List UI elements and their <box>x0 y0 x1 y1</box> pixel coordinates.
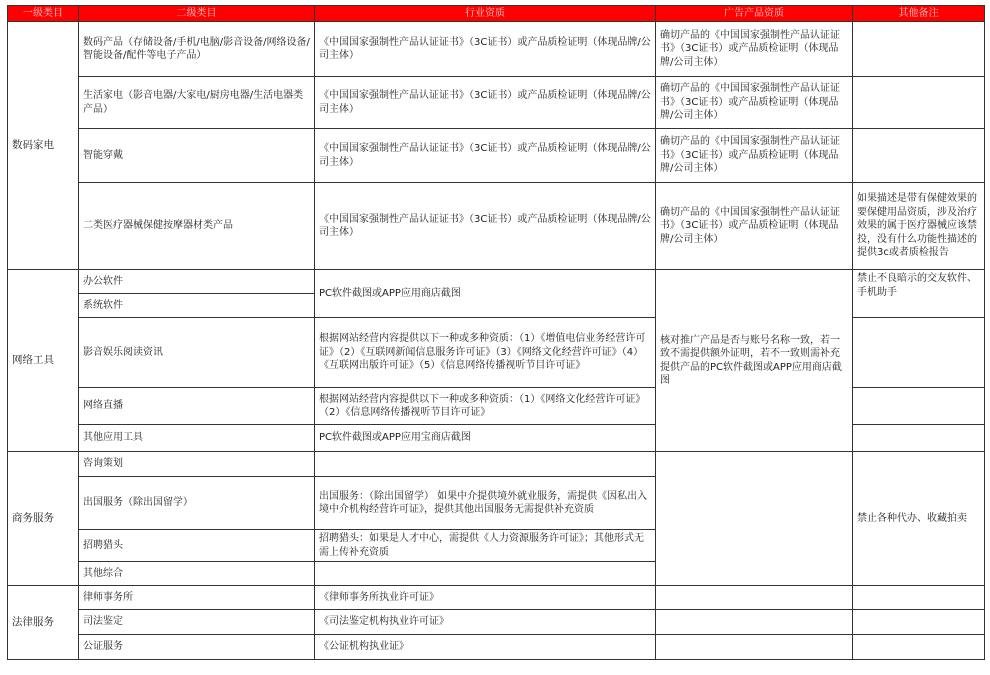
ad-qualification-cell: 核对推广产品是否与账号名称一致，若一致不需提供额外证明，若不一致则需补充提供产品的PC软件截图或APP应用商店截图 <box>656 270 853 452</box>
notes-cell <box>853 586 985 610</box>
subcategory-home-appliances: 生活家电（影音电器/大家电/厨房电器/生活电器类产品） <box>79 77 315 129</box>
subcategory-smart-wearables: 智能穿戴 <box>79 129 315 183</box>
notes-cell: 如果描述是带有保健效果的要保健用品资质，涉及治疗效果的属于医疗器械应该禁投，没有什么功能性描述的提供3c或者质检报告 <box>853 183 985 270</box>
category-network-tools: 网络工具 <box>8 270 79 452</box>
ad-qualification-cell: 确切产品的《中国国家强制性产品认证证书》（3C证书）或产品质检证明（体现品牌/公司主体） <box>656 183 853 270</box>
subcategory-other-apps: 其他应用工具 <box>79 425 315 452</box>
table-row <box>8 610 985 635</box>
table-row <box>8 77 985 129</box>
table-row <box>8 635 985 660</box>
ad-qualification-cell <box>656 452 853 586</box>
subcategory-office-software: 办公软件 <box>79 270 315 294</box>
category-legal-services: 法律服务 <box>8 586 79 660</box>
ad-qualification-cell <box>656 635 853 660</box>
subcategory-other-business: 其他综合 <box>79 562 315 586</box>
header-ad-product-qualification: 广告产品资质 <box>656 6 853 22</box>
subcategory-judicial-appraisal: 司法鉴定 <box>79 610 315 635</box>
subcategory-media-entertainment: 影音娱乐阅读资讯 <box>79 318 315 388</box>
subcategory-law-firm: 律师事务所 <box>79 586 315 610</box>
notes-cell: 禁止各种代办、收藏拍卖 <box>853 452 985 586</box>
subcategory-overseas-services: 出国服务（除出国留学） <box>79 477 315 530</box>
ad-qualification-cell: 确切产品的《中国国家强制性产品认证证书》（3C证书）或产品质检证明（体现品牌/公司主体） <box>656 77 853 129</box>
header-other-notes: 其他备注 <box>853 6 985 22</box>
header-industry-qualification: 行业资质 <box>315 6 656 22</box>
notes-cell: 禁止不良暗示的交友软件、手机助手 <box>853 270 985 318</box>
industry-qualification-cell: PC软件截图或APP应用宝商店截图 <box>315 425 656 452</box>
notes-cell <box>853 388 985 425</box>
table-row <box>8 270 985 294</box>
subcategory-notary: 公证服务 <box>79 635 315 660</box>
subcategory-digital-products: 数码产品（存储设备/手机/电脑/影音设备/网络设备/智能设备/配件等电子产品） <box>79 22 315 77</box>
industry-qualification-cell: 《中国国家强制性产品认证证书》（3C证书）或产品质检证明（体现品牌/公司主体） <box>315 22 656 77</box>
industry-qualification-cell: PC软件截图或APP应用商店截图 <box>315 270 656 318</box>
industry-qualification-cell <box>315 562 656 586</box>
industry-qualification-cell <box>315 452 656 477</box>
category-digital-appliances: 数码家电 <box>8 22 79 270</box>
industry-qualification-cell: 根据网站经营内容提供以下一种或多种资质：（1）《增值电信业务经营许可证》（2）《互联网新闻信息服务许可证》（3）《网络文化经营许可证》（4）《互联网出版许可证》（5）《信息网络传播视听节目许可证》 <box>315 318 656 388</box>
header-level2-category: 二级类目 <box>79 6 315 22</box>
subcategory-live-streaming: 网络直播 <box>79 388 315 425</box>
table-row <box>8 183 985 270</box>
ad-qualification-cell: 确切产品的《中国国家强制性产品认证证书》（3C证书）或产品质检证明（体现品牌/公司主体） <box>656 22 853 77</box>
notes-cell <box>853 77 985 129</box>
qualification-table <box>7 5 985 660</box>
industry-qualification-cell: 《中国国家强制性产品认证证书》（3C证书）或产品质检证明（体现品牌/公司主体） <box>315 129 656 183</box>
subcategory-system-software: 系统软件 <box>79 294 315 318</box>
industry-qualification-cell: 《司法鉴定机构执业许可证》 <box>315 610 656 635</box>
subcategory-medical-massage: 二类医疗器械保健按摩器材类产品 <box>79 183 315 270</box>
industry-qualification-cell: 根据网站经营内容提供以下一种或多种资质：（1）《网络文化经营许可证》（2）《信息网络传播视听节目许可证》 <box>315 388 656 425</box>
table-row <box>8 129 985 183</box>
industry-qualification-cell: 《中国国家强制性产品认证证书》（3C证书）或产品质检证明（体现品牌/公司主体） <box>315 77 656 129</box>
industry-qualification-cell: 出国服务：（除出国留学） 如果中介提供境外就业服务，需提供《因私出入境中介机构经营许可证》，提供其他出国服务无需提供补充资质 <box>315 477 656 530</box>
notes-cell <box>853 610 985 635</box>
ad-qualification-cell <box>656 610 853 635</box>
table-row <box>8 452 985 477</box>
header-row <box>8 6 985 22</box>
notes-cell <box>853 425 985 452</box>
industry-qualification-cell: 《公证机构执业证》 <box>315 635 656 660</box>
qualification-table-wrap <box>7 5 985 660</box>
subcategory-recruitment: 招聘猎头 <box>79 530 315 562</box>
notes-cell <box>853 318 985 388</box>
header-level1-category: 一级类目 <box>8 6 79 22</box>
table-row <box>8 586 985 610</box>
subcategory-consulting: 咨询策划 <box>79 452 315 477</box>
industry-qualification-cell: 招聘猎头：如果是人才中心，需提供《人力资源服务许可证》；其他形式无需上传补充资质 <box>315 530 656 562</box>
category-business-services: 商务服务 <box>8 452 79 586</box>
industry-qualification-cell: 《律师事务所执业许可证》 <box>315 586 656 610</box>
notes-cell <box>853 129 985 183</box>
table-row <box>8 22 985 77</box>
notes-cell <box>853 635 985 660</box>
ad-qualification-cell: 确切产品的《中国国家强制性产品认证证书》（3C证书）或产品质检证明（体现品牌/公司主体） <box>656 129 853 183</box>
notes-cell <box>853 22 985 77</box>
ad-qualification-cell <box>656 586 853 610</box>
industry-qualification-cell: 《中国国家强制性产品认证证书》（3C证书）或产品质检证明（体现品牌/公司主体） <box>315 183 656 270</box>
